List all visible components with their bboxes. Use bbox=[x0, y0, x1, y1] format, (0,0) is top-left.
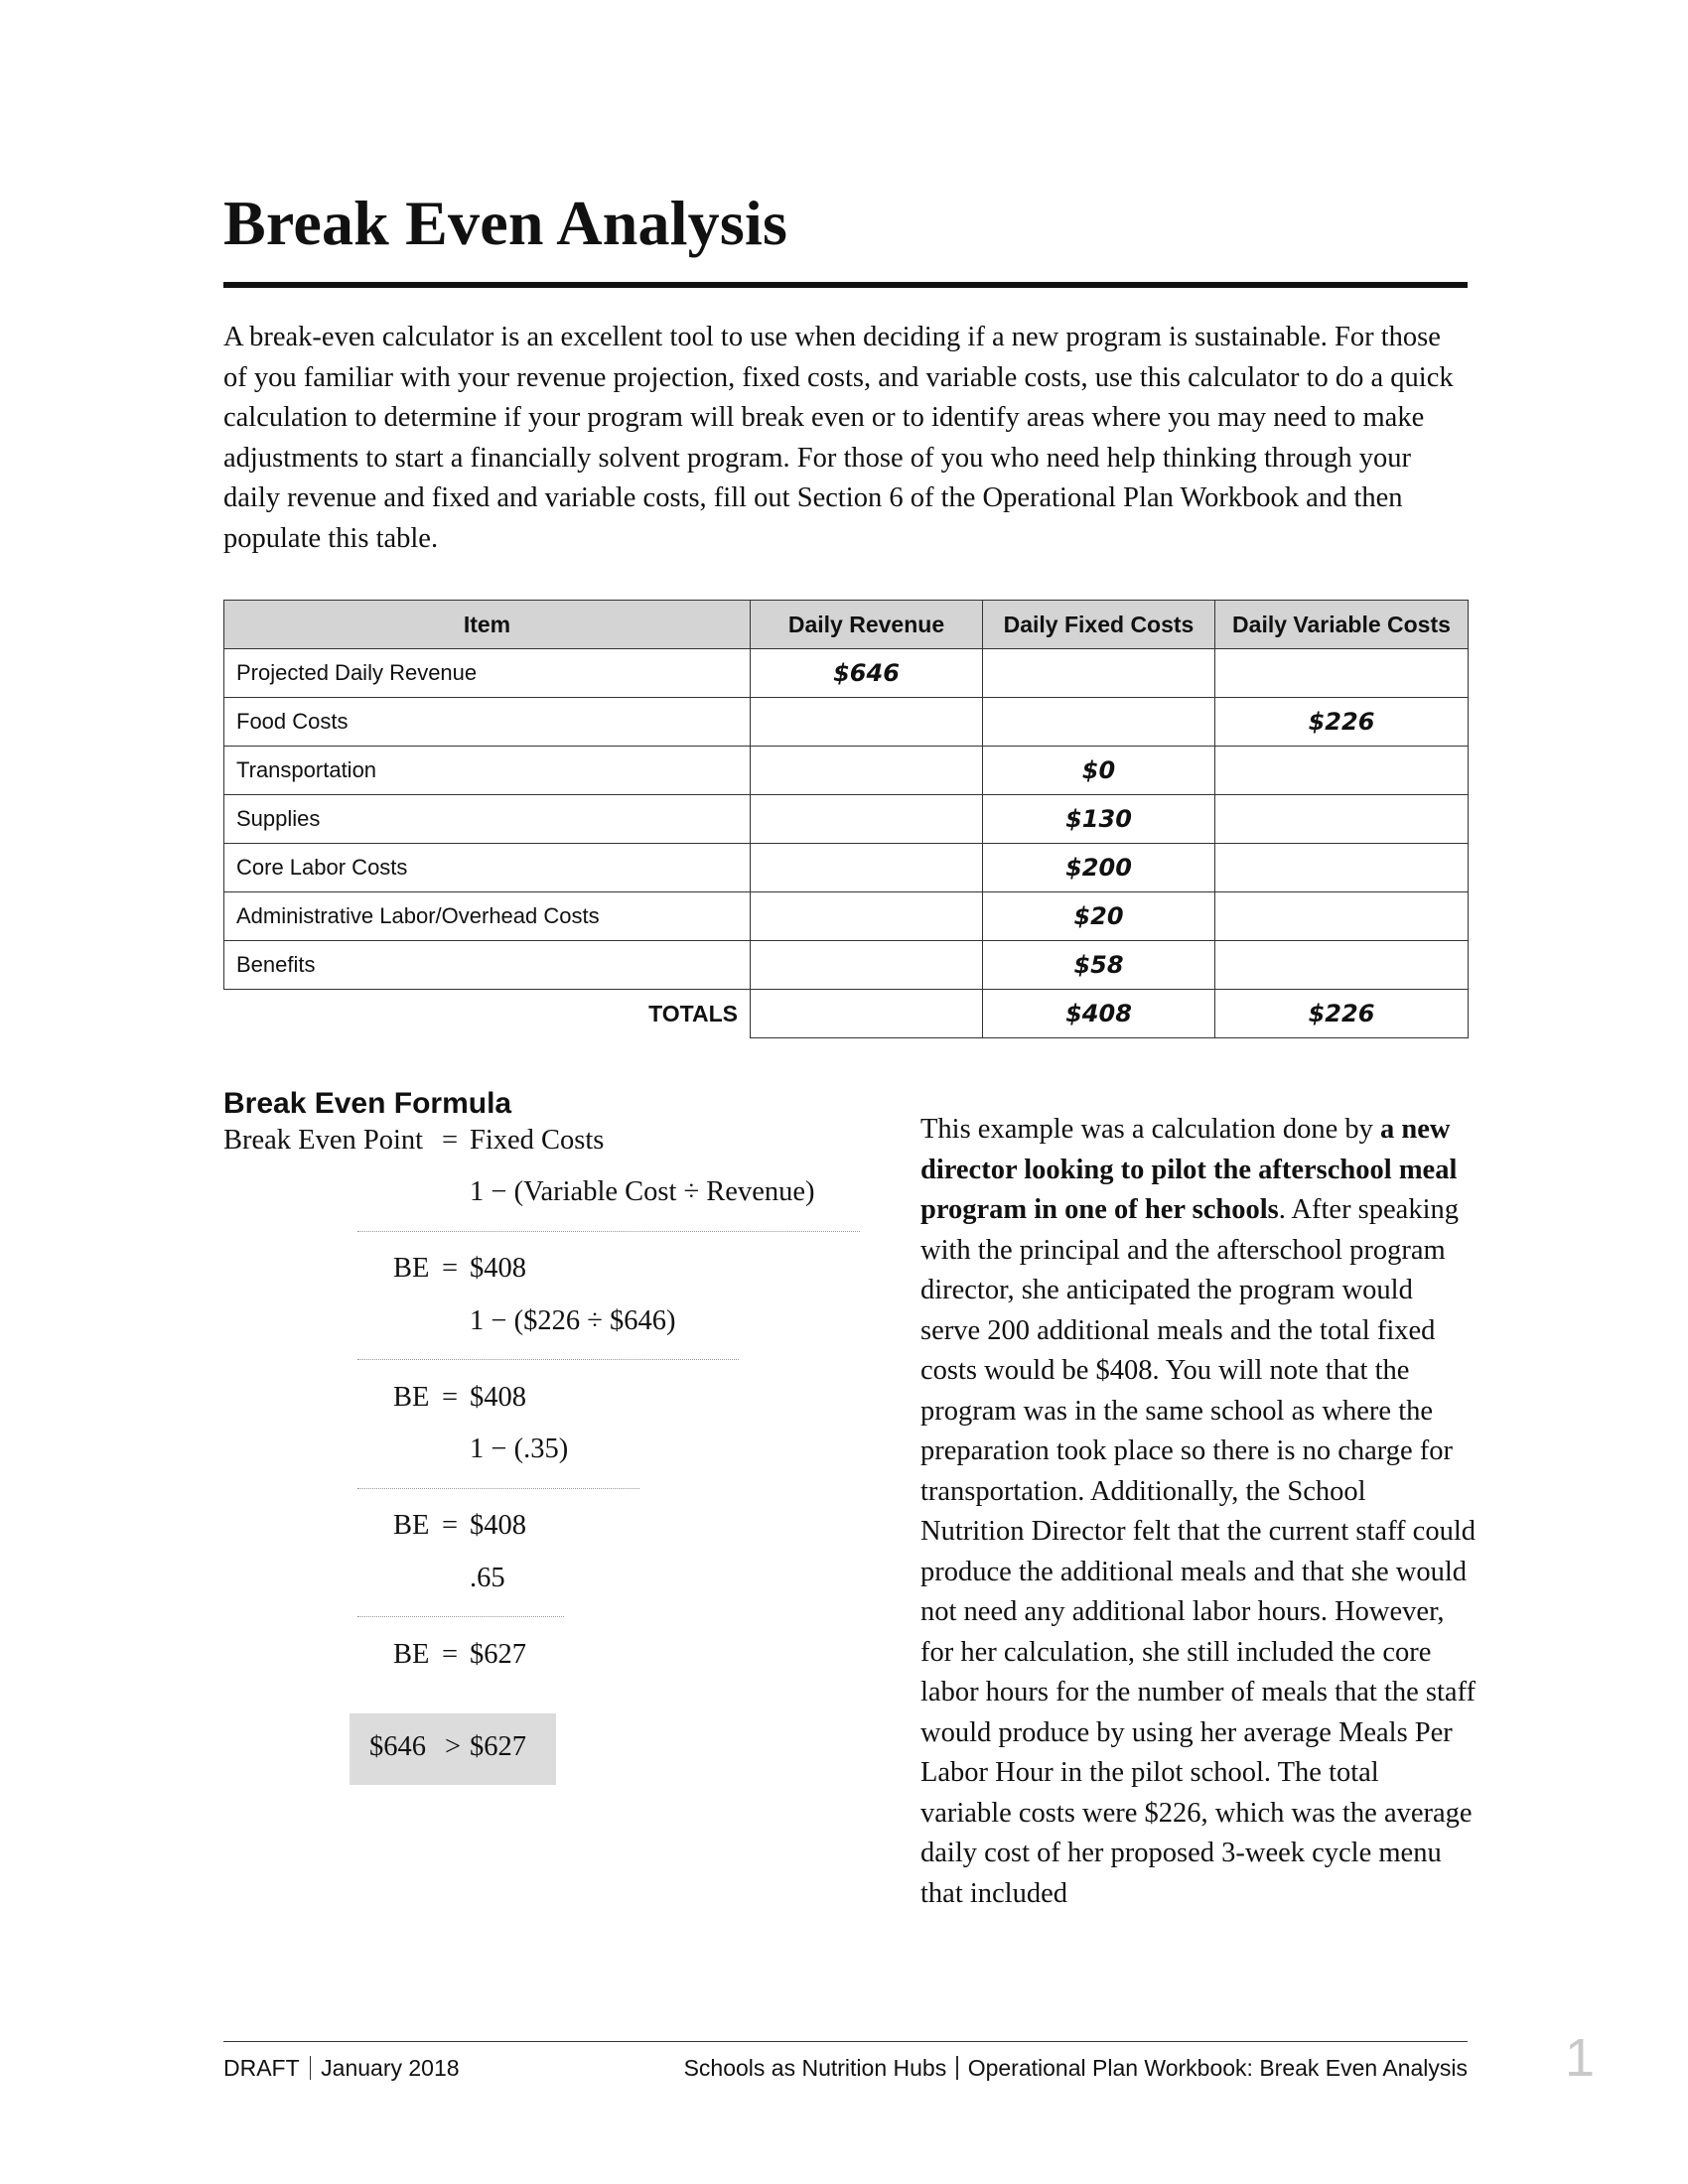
totals-row bbox=[224, 990, 1469, 1038]
footer-separator bbox=[310, 2056, 312, 2080]
row-revenue bbox=[751, 892, 983, 941]
step-numerator: $408 bbox=[470, 1510, 526, 1541]
step-lhs: BE bbox=[393, 1382, 430, 1413]
formula-rule bbox=[357, 1231, 860, 1232]
formula-denominator: 1 − (Variable Cost ÷ Revenue) bbox=[470, 1176, 815, 1207]
row-fixed bbox=[983, 698, 1215, 747]
formula-numerator: Fixed Costs bbox=[470, 1125, 605, 1156]
footer-doc-title: Operational Plan Workbook: Break Even Analysis bbox=[967, 2055, 1468, 2081]
row-variable bbox=[1215, 844, 1469, 892]
row-variable bbox=[1215, 941, 1469, 990]
row-revenue bbox=[751, 795, 983, 844]
header-item: Item bbox=[224, 601, 751, 649]
table-row bbox=[224, 698, 1469, 747]
footer-divider bbox=[223, 2041, 1468, 2042]
footer-status: DRAFT bbox=[223, 2055, 300, 2081]
step-numerator: $408 bbox=[470, 1382, 526, 1413]
table-row bbox=[224, 795, 1469, 844]
page-number: 1 bbox=[1565, 2028, 1596, 2088]
step-lhs: BE bbox=[393, 1253, 430, 1284]
step-numerator: $627 bbox=[470, 1639, 526, 1670]
step-rule bbox=[357, 1359, 739, 1360]
row-variable bbox=[1215, 649, 1469, 698]
header-daily-revenue: Daily Revenue bbox=[751, 601, 983, 649]
row-fixed: $0 bbox=[983, 747, 1215, 795]
row-revenue bbox=[751, 698, 983, 747]
formula-equals: = bbox=[442, 1125, 459, 1156]
row-item: Core Labor Costs bbox=[224, 844, 751, 892]
row-revenue bbox=[751, 747, 983, 795]
row-fixed bbox=[983, 649, 1215, 698]
intro-paragraph: A break-even calculator is an excellent tool to use when deciding if a new program is sustainable. For those of you familiar with your revenue projection, fixed costs, and variable costs, use this calculator to do a quick calculation to determine if your program will break even or to identify areas where you may need to make adjustments to start a financially solvent program. For those of you who need help thinking through your daily revenue and fixed and variable costs, fill out Section 6 of the Operational Plan Workbook and then populate this table. bbox=[223, 322, 1454, 554]
example-text-end: . After speaking with the principal and the afterschool program director, she anticipated the program would serve 200 additional meals and the total fixed costs would be $408. You will note that the program was in the same school as where the preparation took place so there is no charge for transportation. Additionally, the School Nutrition Director felt that the current staff could produce the additional meals and that she would not need any additional labor hours. However, for her calculation, she still included the core labor hours for the number of meals that the staff would produce by using her average Meals Per Labor Hour in the pilot school. The total variable costs were $226, which was the average daily cost of her proposed 3-week cycle menu that included bbox=[920, 1194, 1477, 1909]
row-item: Administrative Labor/Overhead Costs bbox=[224, 892, 751, 941]
page-title: Break Even Analysis bbox=[223, 188, 788, 258]
footer-right bbox=[684, 2055, 1468, 2082]
step-lhs: BE bbox=[393, 1639, 430, 1670]
row-item: Transportation bbox=[224, 747, 751, 795]
example-text-bold: a new director looking to pilot the afterschool meal program in one of her schools bbox=[920, 1114, 1458, 1225]
row-fixed: $58 bbox=[983, 941, 1215, 990]
result-break-even: $627 bbox=[470, 1731, 526, 1762]
header-daily-fixed-costs: Daily Fixed Costs bbox=[983, 601, 1215, 649]
step-equals: = bbox=[442, 1382, 459, 1413]
row-fixed: $200 bbox=[983, 844, 1215, 892]
header-daily-variable-costs: Daily Variable Costs bbox=[1215, 601, 1469, 649]
step-equals: = bbox=[442, 1510, 459, 1541]
table-row bbox=[224, 844, 1469, 892]
table-row bbox=[224, 892, 1469, 941]
row-variable: $226 bbox=[1215, 698, 1469, 747]
footer-date: January 2018 bbox=[321, 2055, 460, 2081]
title-divider bbox=[223, 282, 1468, 288]
step-denominator: .65 bbox=[470, 1563, 505, 1593]
row-revenue: $646 bbox=[751, 649, 983, 698]
step-denominator: 1 − ($226 ÷ $646) bbox=[470, 1305, 676, 1336]
step-numerator: $408 bbox=[470, 1253, 526, 1284]
totals-revenue bbox=[751, 990, 983, 1038]
row-fixed: $130 bbox=[983, 795, 1215, 844]
table-row bbox=[224, 747, 1469, 795]
formula-heading: Break Even Formula bbox=[223, 1087, 512, 1120]
totals-label: TOTALS bbox=[648, 1000, 738, 1026]
example-paragraph bbox=[920, 1110, 1477, 1914]
row-variable bbox=[1215, 747, 1469, 795]
footer-separator bbox=[956, 2056, 958, 2080]
totals-variable: $226 bbox=[1215, 990, 1469, 1038]
cost-table bbox=[223, 600, 1469, 1038]
table-row bbox=[224, 941, 1469, 990]
row-revenue bbox=[751, 941, 983, 990]
row-item: Benefits bbox=[224, 941, 751, 990]
row-fixed: $20 bbox=[983, 892, 1215, 941]
step-rule bbox=[357, 1616, 564, 1617]
row-item: Food Costs bbox=[224, 698, 751, 747]
table-row bbox=[224, 649, 1469, 698]
result-revenue: $646 bbox=[369, 1731, 426, 1762]
example-text-start: This example was a calculation done by bbox=[920, 1114, 1380, 1145]
row-variable bbox=[1215, 892, 1469, 941]
table-header-row bbox=[224, 601, 1469, 649]
step-denominator: 1 − (.35) bbox=[470, 1433, 569, 1464]
totals-fixed: $408 bbox=[983, 990, 1215, 1038]
row-item: Supplies bbox=[224, 795, 751, 844]
step-rule bbox=[357, 1488, 639, 1489]
formula-lhs: Break Even Point bbox=[223, 1125, 424, 1156]
footer-left bbox=[223, 2055, 460, 2082]
result-operator: > bbox=[445, 1731, 462, 1762]
step-equals: = bbox=[442, 1253, 459, 1284]
step-equals: = bbox=[442, 1639, 459, 1670]
row-revenue bbox=[751, 844, 983, 892]
row-item: Projected Daily Revenue bbox=[224, 649, 751, 698]
footer-org: Schools as Nutrition Hubs bbox=[683, 2055, 947, 2081]
step-lhs: BE bbox=[393, 1510, 430, 1541]
row-variable bbox=[1215, 795, 1469, 844]
